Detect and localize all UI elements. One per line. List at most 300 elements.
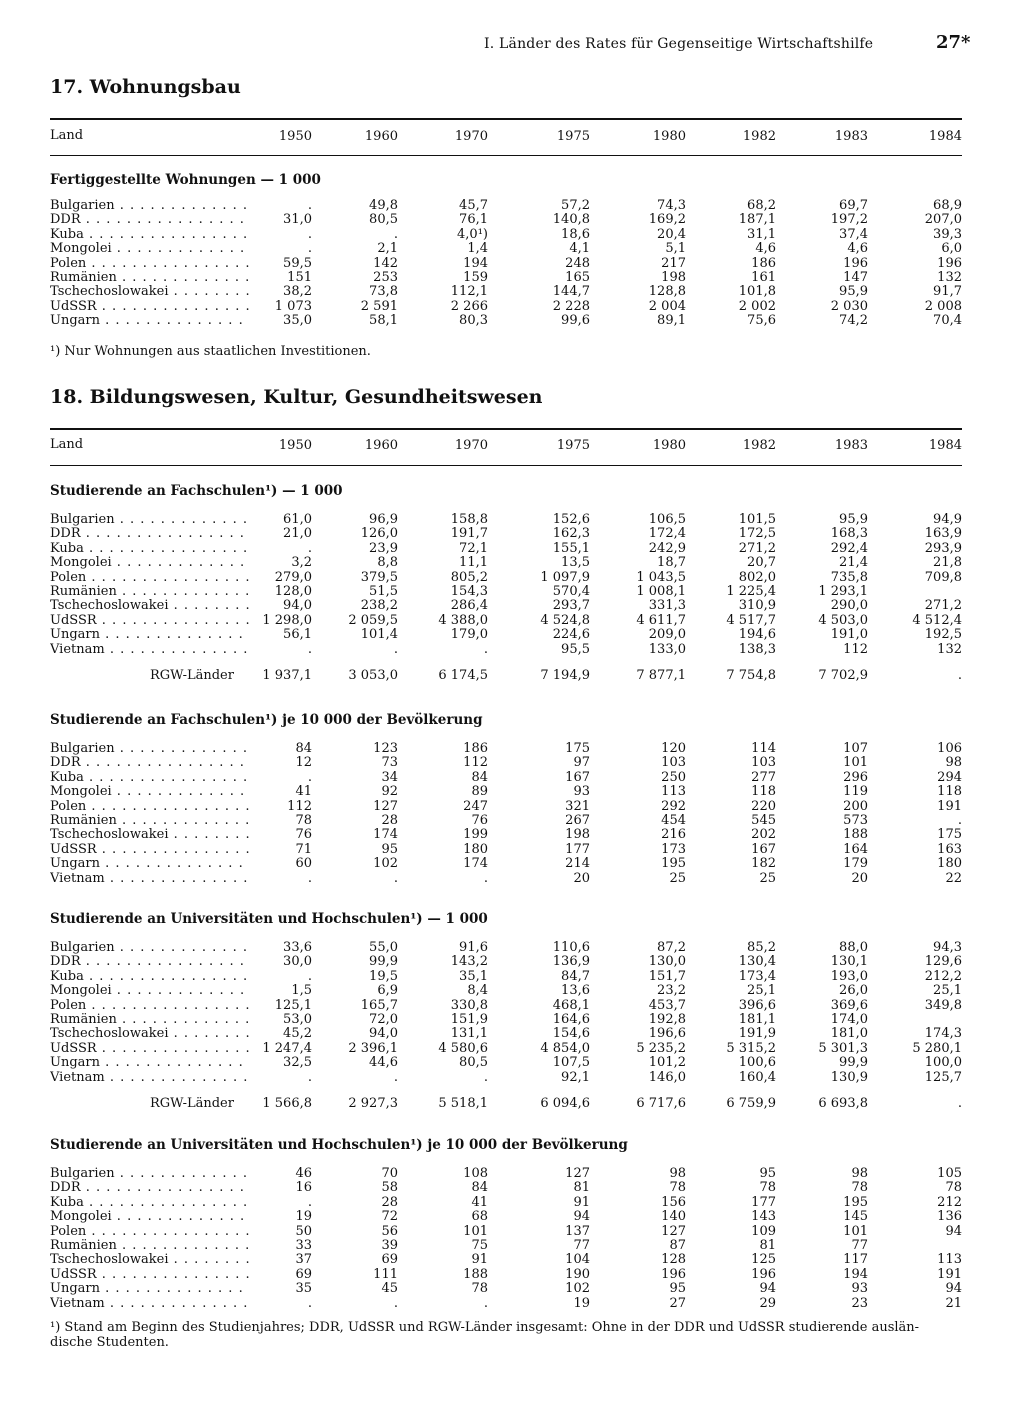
cell-1983: 98 <box>851 1166 868 1181</box>
table-row <box>50 970 962 984</box>
cell-1975: 177 <box>565 841 590 857</box>
row-label-land <box>50 814 250 828</box>
cell-1975: 1 097,9 <box>540 569 590 585</box>
cell-1983: 95,9 <box>839 512 868 527</box>
cell-1960: 8,8 <box>377 555 398 571</box>
cell-1984: 94,3 <box>933 940 962 955</box>
table-18-header-year-1960: 1960 <box>364 438 398 453</box>
cell-1950: . <box>307 769 312 785</box>
row-label-land <box>50 614 250 628</box>
cell-1975: 136,9 <box>552 954 590 970</box>
cell-1983: 2 030 <box>830 298 868 314</box>
cell-1983: 174,0 <box>830 1012 868 1027</box>
cell-1960: 80,5 <box>369 212 398 228</box>
cell-1950: . <box>307 968 312 984</box>
table-18-top-rule <box>50 428 962 430</box>
cell-1950: 30,0 <box>283 954 312 970</box>
cell-1950: . <box>307 540 312 556</box>
land-name: Bulgarien <box>50 1167 115 1181</box>
cell-1983: 119 <box>843 784 868 800</box>
table-row <box>50 527 962 541</box>
land-name: RGW-Länder <box>150 1097 234 1111</box>
cell-1982: 802,0 <box>738 569 776 585</box>
cell-1970: 8,4 <box>467 983 488 999</box>
cell-1984: 349,8 <box>924 997 962 1013</box>
cell-1970: 45,7 <box>459 198 488 213</box>
cell-1950: 45,2 <box>283 1026 312 1042</box>
cell-1950: 19 <box>295 1209 312 1225</box>
cell-1982: 396,6 <box>738 997 776 1013</box>
cell-1950: 53,0 <box>283 1012 312 1027</box>
cell-1975: 57,2 <box>561 198 590 213</box>
footnote-17: ¹) Nur Wohnungen aus staatlichen Investitionen. <box>50 344 371 359</box>
row-label-land <box>50 771 250 785</box>
row-label-land <box>50 1268 250 1282</box>
table-row <box>50 1056 962 1070</box>
cell-1960: 165,7 <box>360 997 398 1013</box>
cell-1975: 162,3 <box>552 526 590 542</box>
cell-1975: 155,1 <box>552 540 590 556</box>
cell-1960: 3 053,0 <box>348 668 398 683</box>
cell-1970: 143,2 <box>450 954 488 970</box>
cell-1970: . <box>483 641 488 657</box>
cell-1984: 163,9 <box>924 526 962 542</box>
row-label-land <box>50 571 250 585</box>
cell-1950: . <box>307 870 312 886</box>
cell-1980: 23,2 <box>657 983 686 999</box>
cell-1980: 120 <box>661 741 686 756</box>
cell-1982: 6 759,9 <box>726 1096 776 1111</box>
table-18-header-year-1975: 1975 <box>556 438 590 453</box>
cell-1980: 101,2 <box>648 1055 686 1071</box>
cell-1960: 94,0 <box>369 1026 398 1042</box>
cell-1960: 34 <box>381 769 398 785</box>
table-row <box>50 542 962 556</box>
cell-1975: 81 <box>573 1180 590 1196</box>
row-label-land <box>50 1297 250 1311</box>
cell-1984: . <box>957 1096 962 1111</box>
row-label-land <box>50 1181 250 1195</box>
land-name: UdSSR <box>50 1267 97 1282</box>
cell-1983: 21,4 <box>839 555 868 571</box>
cell-1984: 709,8 <box>924 569 962 585</box>
table-row <box>50 643 962 657</box>
cell-1960: . <box>393 1069 398 1085</box>
cell-1975: 95,5 <box>561 641 590 657</box>
cell-1950: . <box>307 641 312 657</box>
cell-1975: 102 <box>565 1281 590 1297</box>
table-row <box>50 271 962 285</box>
cell-1970: 84 <box>471 769 488 785</box>
land-name: DDR <box>50 1181 81 1196</box>
cell-1980: 140 <box>661 1209 686 1225</box>
cell-1950: 35 <box>295 1281 312 1297</box>
row-label-land <box>50 1282 250 1296</box>
cell-1983: 193,0 <box>830 968 868 984</box>
table-row <box>50 1210 962 1224</box>
cell-1975: 18,6 <box>561 226 590 242</box>
cell-1982: 118 <box>751 784 776 800</box>
cell-1970: . <box>483 870 488 886</box>
group-title-2: Studierende an Fachschulen¹) je 10 000 der Bevölkerung <box>50 712 483 728</box>
table-row <box>50 756 962 770</box>
table-row <box>50 228 962 242</box>
cell-1950: 94,0 <box>283 598 312 614</box>
cell-1950: 37 <box>295 1252 312 1268</box>
cell-1983: 5 301,3 <box>818 1040 868 1056</box>
cell-1975: 77 <box>573 1238 590 1253</box>
cell-1984: 118 <box>937 784 962 800</box>
table-18-header-year-1980: 1980 <box>652 438 686 453</box>
cell-1975: 94 <box>573 1209 590 1225</box>
cell-1984: 271,2 <box>924 598 962 614</box>
land-name: Mongolei <box>50 556 112 571</box>
cell-1982: 130,4 <box>738 954 776 970</box>
cell-1982: 94 <box>759 1281 776 1297</box>
cell-1950: 84 <box>295 741 312 756</box>
cell-1975: 248 <box>565 255 590 271</box>
cell-1960: 127 <box>373 798 398 814</box>
section-17-title: 17. Wohnungsbau <box>50 76 241 98</box>
table-row <box>50 242 962 256</box>
cell-1984: 94 <box>945 1281 962 1297</box>
row-label-land <box>50 285 250 299</box>
cell-1975: 107,5 <box>552 1055 590 1071</box>
cell-1950: 1 073 <box>274 298 312 314</box>
cell-1970: 805,2 <box>450 569 488 585</box>
cell-1980: 2 004 <box>648 298 686 314</box>
section-18-title: 18. Bildungswesen, Kultur, Gesundheitswesen <box>50 386 543 408</box>
cell-1984: 100,0 <box>924 1055 962 1071</box>
cell-1950: 21,0 <box>283 526 312 542</box>
cell-1970: 11,1 <box>459 555 488 571</box>
row-label-land <box>50 984 250 998</box>
table-row <box>50 1071 962 1085</box>
cell-1980: 146,0 <box>648 1069 686 1085</box>
page-number: 27* <box>936 32 971 53</box>
cell-1984: 105 <box>937 1166 962 1181</box>
cell-1980: 87,2 <box>657 940 686 955</box>
land-name: UdSSR <box>50 299 97 314</box>
row-label-land <box>50 999 250 1013</box>
cell-1950: 59,5 <box>283 255 312 271</box>
cell-1982: 172,5 <box>738 526 776 542</box>
cell-1970: 1,4 <box>467 241 488 257</box>
cell-1984: 78 <box>945 1180 962 1196</box>
cell-1982: 191,9 <box>738 1026 776 1042</box>
cell-1950: 128,0 <box>274 584 312 599</box>
cell-1984: 191 <box>937 1266 962 1282</box>
row-label-land <box>50 300 250 314</box>
row-label-land <box>50 843 250 857</box>
cell-1984: 4 512,4 <box>912 612 962 628</box>
cell-1980: 106,5 <box>648 512 686 527</box>
cell-1975: 144,7 <box>552 284 590 300</box>
cell-1982: 31,1 <box>747 226 776 242</box>
cell-1975: 167 <box>565 769 590 785</box>
land-name: Vietnam <box>50 871 105 886</box>
cell-1982: 103 <box>751 755 776 771</box>
cell-1960: 102 <box>373 856 398 872</box>
cell-1983: 292,4 <box>830 540 868 556</box>
cell-1970: 80,3 <box>459 313 488 329</box>
cell-1975: 13,6 <box>561 983 590 999</box>
cell-1975: 2 228 <box>552 298 590 314</box>
cell-1984: 22 <box>945 870 962 886</box>
cell-1950: 50 <box>295 1223 312 1239</box>
cell-1984: 25,1 <box>933 983 962 999</box>
table-row <box>50 628 962 642</box>
footnote-18-line2: dische Studenten. <box>50 1335 169 1350</box>
cell-1960: 69 <box>381 1252 398 1268</box>
cell-1975: 13,5 <box>561 555 590 571</box>
cell-1980: 454 <box>661 813 686 828</box>
cell-1980: 1 008,1 <box>636 584 686 599</box>
group-title-4: Studierende an Universitäten und Hochschulen¹) je 10 000 der Bevölkerung <box>50 1137 628 1153</box>
cell-1984: 91,7 <box>933 284 962 300</box>
cell-1980: 196 <box>661 1266 686 1282</box>
cell-1960: 45 <box>381 1281 398 1297</box>
cell-1983: 4 503,0 <box>818 612 868 628</box>
cell-1983: 195 <box>843 1194 868 1210</box>
cell-1982: 101,8 <box>738 284 776 300</box>
cell-1970: 78 <box>471 1281 488 1297</box>
cell-1950: 1,5 <box>291 983 312 999</box>
table-row <box>50 843 962 857</box>
cell-1984: 294 <box>937 769 962 785</box>
cell-1980: 196,6 <box>648 1026 686 1042</box>
cell-1984: 21 <box>945 1295 962 1311</box>
cell-1960: 6,9 <box>377 983 398 999</box>
cell-1975: 110,6 <box>552 940 590 955</box>
land-name: Rumänien <box>50 585 117 599</box>
cell-1980: 27 <box>669 1295 686 1311</box>
cell-1975: 7 194,9 <box>540 668 590 683</box>
cell-1950: . <box>307 226 312 242</box>
cell-1960: 51,5 <box>369 584 398 599</box>
cell-1982: 95 <box>759 1166 776 1181</box>
cell-1975: 91 <box>573 1194 590 1210</box>
land-name: UdSSR <box>50 613 97 628</box>
cell-1950: 41 <box>295 784 312 800</box>
table-17-header-year-1960: 1960 <box>364 129 398 144</box>
cell-1975: 137 <box>565 1223 590 1239</box>
cell-1970: 194 <box>463 255 488 271</box>
cell-1950: 16 <box>295 1180 312 1196</box>
land-name: Kuba <box>50 541 84 556</box>
cell-1950: 31,0 <box>283 212 312 228</box>
land-name: Mongolei <box>50 984 112 999</box>
row-label-land <box>50 314 250 328</box>
cell-1984: 191 <box>937 798 962 814</box>
cell-1970: 5 518,1 <box>438 1096 488 1111</box>
cell-1983: 99,9 <box>839 1055 868 1071</box>
table-row <box>50 257 962 271</box>
cell-1982: 7 754,8 <box>726 668 776 683</box>
row-label-land <box>50 643 250 657</box>
cell-1982: 85,2 <box>747 940 776 955</box>
cell-1960: . <box>393 641 398 657</box>
cell-1960: 238,2 <box>360 598 398 614</box>
land-name: Mongolei <box>50 242 112 257</box>
cell-1970: 41 <box>471 1194 488 1210</box>
table-row <box>50 1253 962 1267</box>
table-row <box>50 1181 962 1195</box>
land-name: Bulgarien <box>50 513 115 527</box>
table-17-header-year-1975: 1975 <box>556 129 590 144</box>
cell-1970: 76 <box>471 813 488 828</box>
cell-1975: 154,6 <box>552 1026 590 1042</box>
cell-1950: 1 247,4 <box>262 1040 312 1056</box>
cell-1980: 7 877,1 <box>636 668 686 683</box>
cell-1984: 212,2 <box>924 968 962 984</box>
cell-1960: . <box>393 1295 398 1311</box>
cell-1982: 187,1 <box>738 212 776 228</box>
cell-1950: . <box>307 241 312 257</box>
cell-1980: 20,4 <box>657 226 686 242</box>
cell-1970: 91,6 <box>459 940 488 955</box>
row-label-land <box>50 585 250 599</box>
cell-1975: 164,6 <box>552 1012 590 1027</box>
cell-1960: 56 <box>381 1223 398 1239</box>
cell-1980: 198 <box>661 270 686 285</box>
footnote-18-line1: ¹) Stand am Beginn des Studienjahres; DDR, UdSSR und RGW-Länder insgesamt: Ohne in der DDR und UdSSR studierende auslän- <box>50 1320 920 1335</box>
land-name: Vietnam <box>50 642 105 657</box>
cell-1975: 99,6 <box>561 313 590 329</box>
cell-1960: 44,6 <box>369 1055 398 1071</box>
cell-1950: 78 <box>295 813 312 828</box>
cell-1960: 19,5 <box>369 968 398 984</box>
cell-1980: 242,9 <box>648 540 686 556</box>
land-name: Ungarn <box>50 314 100 329</box>
cell-1984: 207,0 <box>924 212 962 228</box>
cell-1970: 72,1 <box>459 540 488 556</box>
land-name: Tschechoslowakei <box>50 599 169 614</box>
land-name: Bulgarien <box>50 742 115 756</box>
cell-1982: 277 <box>751 769 776 785</box>
cell-1975: 4,1 <box>569 241 590 257</box>
cell-1970: 4,0¹) <box>457 226 488 242</box>
cell-1960: 70 <box>381 1166 398 1181</box>
cell-1950: 279,0 <box>274 569 312 585</box>
cell-1983: 168,3 <box>830 526 868 542</box>
table-row <box>50 1167 962 1181</box>
cell-1975: 6 094,6 <box>540 1096 590 1111</box>
cell-1980: 6 717,6 <box>636 1096 686 1111</box>
cell-1984: 5 280,1 <box>912 1040 962 1056</box>
cell-1983: 20 <box>851 870 868 886</box>
cell-1982: 545 <box>751 813 776 828</box>
cell-1970: 186 <box>463 741 488 756</box>
table-row <box>50 213 962 227</box>
cell-1983: 95,9 <box>839 284 868 300</box>
cell-1984: 196 <box>937 255 962 271</box>
cell-1960: . <box>393 226 398 242</box>
cell-1982: 25 <box>759 870 776 886</box>
cell-1980: 89,1 <box>657 313 686 329</box>
cell-1950: 33 <box>295 1238 312 1253</box>
cell-1982: 125 <box>751 1252 776 1268</box>
cell-1983: 88,0 <box>839 940 868 955</box>
cell-1960: 23,9 <box>369 540 398 556</box>
cell-1970: 131,1 <box>450 1026 488 1042</box>
cell-1982: 114 <box>751 741 776 756</box>
cell-1984: . <box>957 813 962 828</box>
cell-1950: 112 <box>287 798 312 814</box>
cell-1983: 147 <box>843 270 868 285</box>
cell-1975: 214 <box>565 856 590 872</box>
cell-1970: 151,9 <box>450 1012 488 1027</box>
table-row <box>50 614 962 628</box>
land-name: Bulgarien <box>50 941 115 955</box>
table-17-header-year-1950: 1950 <box>278 129 312 144</box>
cell-1980: 151,7 <box>648 968 686 984</box>
table-row <box>50 571 962 585</box>
cell-1950: 35,0 <box>283 313 312 329</box>
cell-1975: 140,8 <box>552 212 590 228</box>
cell-1975: 224,6 <box>552 627 590 643</box>
cell-1960: . <box>393 870 398 886</box>
cell-1950: 56,1 <box>283 627 312 643</box>
table-row <box>50 1239 962 1253</box>
row-label-land <box>50 1196 250 1210</box>
cell-1982: 4 517,7 <box>726 612 776 628</box>
cell-1980: 98 <box>669 1166 686 1181</box>
cell-1984: 94 <box>945 1223 962 1239</box>
row-label-land <box>50 970 250 984</box>
cell-1982: 310,9 <box>738 598 776 614</box>
cell-1970: 247 <box>463 798 488 814</box>
cell-1983: 101 <box>843 755 868 771</box>
row-label-land <box>50 271 250 285</box>
cell-1980: 216 <box>661 827 686 843</box>
cell-1970: 89 <box>471 784 488 800</box>
cell-1970: 199 <box>463 827 488 843</box>
cell-1983: 26,0 <box>839 983 868 999</box>
cell-1980: 130,0 <box>648 954 686 970</box>
cell-1970: 84 <box>471 1180 488 1196</box>
table-row <box>50 1282 962 1296</box>
cell-1970: 188 <box>463 1266 488 1282</box>
land-name: DDR <box>50 955 81 970</box>
land-name: Polen <box>50 570 87 585</box>
cell-1960: 142 <box>373 255 398 271</box>
table-row <box>50 742 962 756</box>
cell-1980: 4 611,7 <box>636 612 686 628</box>
table-row <box>50 513 962 527</box>
cell-1960: 55,0 <box>369 940 398 955</box>
cell-1960: 126,0 <box>360 526 398 542</box>
group-3-total-row <box>50 1097 962 1111</box>
cell-1950: 151 <box>287 270 312 285</box>
cell-1983: 164 <box>843 841 868 857</box>
table-row <box>50 857 962 871</box>
cell-1950: 71 <box>295 841 312 857</box>
land-name: RGW-Länder <box>150 669 234 683</box>
table-row <box>50 199 962 213</box>
cell-1960: 92 <box>381 784 398 800</box>
row-label-land <box>50 872 250 886</box>
cell-1982: 167 <box>751 841 776 857</box>
land-name: Ungarn <box>50 1056 100 1071</box>
cell-1970: . <box>483 1295 488 1311</box>
land-name: Kuba <box>50 227 84 242</box>
row-label-land <box>50 1225 250 1239</box>
table-row <box>50 585 962 599</box>
cell-1984: 180 <box>937 856 962 872</box>
cell-1950: 46 <box>295 1166 312 1181</box>
cell-1960: 96,9 <box>369 512 398 527</box>
